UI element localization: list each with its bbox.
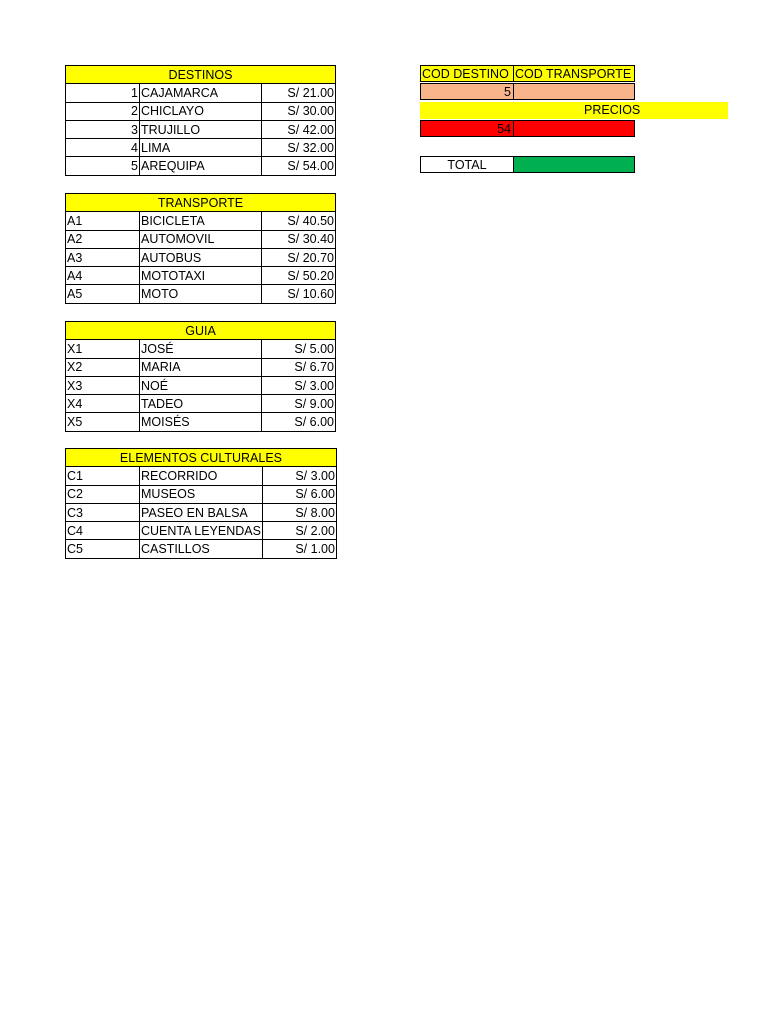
destino-code-cell[interactable]: 3 xyxy=(66,120,140,138)
elementos-header[interactable]: ELEMENTOS CULTURALES xyxy=(66,449,337,467)
destino-price-cell[interactable]: S/ 42.00 xyxy=(262,120,336,138)
destino-name-cell[interactable]: CAJAMARCA xyxy=(140,84,262,102)
transporte-price-cell[interactable]: S/ 20.70 xyxy=(262,248,336,266)
table-row xyxy=(66,267,336,285)
guia-price-cell[interactable]: S/ 3.00 xyxy=(262,376,336,394)
elemento-code-cell[interactable]: C5 xyxy=(66,540,140,558)
total-value-cell[interactable] xyxy=(513,156,635,173)
destino-code-cell[interactable]: 1 xyxy=(66,84,140,102)
table-row xyxy=(66,340,336,358)
guia-price-cell[interactable]: S/ 5.00 xyxy=(262,340,336,358)
guia-code-cell[interactable]: X1 xyxy=(66,340,140,358)
table-row xyxy=(66,120,336,138)
transporte-table xyxy=(65,193,336,304)
table-row xyxy=(66,540,337,558)
elementos-table xyxy=(65,448,337,559)
guia-code-cell[interactable]: X4 xyxy=(66,395,140,413)
guia-name-cell[interactable]: JOSÉ xyxy=(140,340,262,358)
transporte-price-cell[interactable]: S/ 50.20 xyxy=(262,267,336,285)
elemento-price-cell[interactable]: S/ 3.00 xyxy=(262,467,336,485)
elemento-price-cell[interactable]: S/ 6.00 xyxy=(262,485,336,503)
guia-table xyxy=(65,321,336,432)
table-row xyxy=(66,467,337,485)
destino-name-cell[interactable]: AREQUIPA xyxy=(140,157,262,175)
transporte-name-cell[interactable]: MOTOTAXI xyxy=(140,267,262,285)
elemento-name-cell[interactable]: RECORRIDO xyxy=(140,467,263,485)
precio-destino-cell[interactable]: 54 xyxy=(420,120,514,137)
guia-code-cell[interactable]: X5 xyxy=(66,413,140,431)
guia-name-cell[interactable]: TADEO xyxy=(140,395,262,413)
table-row xyxy=(66,212,336,230)
total-label[interactable]: TOTAL xyxy=(420,156,514,173)
elemento-name-cell[interactable]: CUENTA LEYENDAS xyxy=(140,522,263,540)
transporte-header[interactable]: TRANSPORTE xyxy=(66,194,336,212)
table-row xyxy=(66,157,336,175)
table-row xyxy=(66,413,336,431)
table-row xyxy=(66,503,337,521)
table-row xyxy=(66,139,336,157)
table-row xyxy=(66,230,336,248)
guia-price-cell[interactable]: S/ 9.00 xyxy=(262,395,336,413)
table-row xyxy=(66,522,337,540)
precio-transporte-cell[interactable] xyxy=(513,120,635,137)
elemento-code-cell[interactable]: C1 xyxy=(66,467,140,485)
transporte-name-cell[interactable]: MOTO xyxy=(140,285,262,303)
destino-code-cell[interactable]: 2 xyxy=(66,102,140,120)
transporte-code-cell[interactable]: A3 xyxy=(66,248,140,266)
transporte-code-cell[interactable]: A5 xyxy=(66,285,140,303)
guia-name-cell[interactable]: MOISÉS xyxy=(140,413,262,431)
table-row xyxy=(66,358,336,376)
table-row xyxy=(66,285,336,303)
destino-code-cell[interactable]: 5 xyxy=(66,157,140,175)
guia-name-cell[interactable]: MARIA xyxy=(140,358,262,376)
destino-code-cell[interactable]: 4 xyxy=(66,139,140,157)
destino-price-cell[interactable]: S/ 30.00 xyxy=(262,102,336,120)
table-row xyxy=(66,485,337,503)
destino-name-cell[interactable]: TRUJILLO xyxy=(140,120,262,138)
elemento-code-cell[interactable]: C3 xyxy=(66,503,140,521)
destinos-header[interactable]: DESTINOS xyxy=(66,66,336,84)
transporte-name-cell[interactable]: BICICLETA xyxy=(140,212,262,230)
cod-destino-input[interactable]: 5 xyxy=(420,83,514,100)
table-row xyxy=(66,84,336,102)
transporte-code-cell[interactable]: A2 xyxy=(66,230,140,248)
guia-code-cell[interactable]: X3 xyxy=(66,376,140,394)
table-row xyxy=(66,248,336,266)
elemento-name-cell[interactable]: MUSEOS xyxy=(140,485,263,503)
table-row xyxy=(66,376,336,394)
guia-price-cell[interactable]: S/ 6.00 xyxy=(262,413,336,431)
table-row xyxy=(66,102,336,120)
cod-destino-label[interactable]: COD DESTINO xyxy=(420,65,514,82)
elemento-code-cell[interactable]: C4 xyxy=(66,522,140,540)
elemento-price-cell[interactable]: S/ 8.00 xyxy=(262,503,336,521)
cod-transporte-input[interactable] xyxy=(513,83,635,100)
elemento-price-cell[interactable]: S/ 1.00 xyxy=(262,540,336,558)
transporte-code-cell[interactable]: A4 xyxy=(66,267,140,285)
guia-name-cell[interactable]: NOÉ xyxy=(140,376,262,394)
transporte-price-cell[interactable]: S/ 10.60 xyxy=(262,285,336,303)
destino-name-cell[interactable]: CHICLAYO xyxy=(140,102,262,120)
transporte-price-cell[interactable]: S/ 30.40 xyxy=(262,230,336,248)
transporte-code-cell[interactable]: A1 xyxy=(66,212,140,230)
table-row xyxy=(66,395,336,413)
guia-code-cell[interactable]: X2 xyxy=(66,358,140,376)
elemento-price-cell[interactable]: S/ 2.00 xyxy=(262,522,336,540)
elemento-name-cell[interactable]: PASEO EN BALSA xyxy=(140,503,263,521)
destinos-table xyxy=(65,65,336,176)
elemento-code-cell[interactable]: C2 xyxy=(66,485,140,503)
guia-price-cell[interactable]: S/ 6.70 xyxy=(262,358,336,376)
destino-name-cell[interactable]: LIMA xyxy=(140,139,262,157)
cod-transporte-label[interactable]: COD TRANSPORTE xyxy=(513,65,635,82)
transporte-name-cell[interactable]: AUTOMOVIL xyxy=(140,230,262,248)
destino-price-cell[interactable]: S/ 32.00 xyxy=(262,139,336,157)
precios-label[interactable]: PRECIOS xyxy=(420,102,728,119)
transporte-price-cell[interactable]: S/ 40.50 xyxy=(262,212,336,230)
elemento-name-cell[interactable]: CASTILLOS xyxy=(140,540,263,558)
destino-price-cell[interactable]: S/ 54.00 xyxy=(262,157,336,175)
destino-price-cell[interactable]: S/ 21.00 xyxy=(262,84,336,102)
transporte-name-cell[interactable]: AUTOBUS xyxy=(140,248,262,266)
guia-header[interactable]: GUIA xyxy=(66,322,336,340)
